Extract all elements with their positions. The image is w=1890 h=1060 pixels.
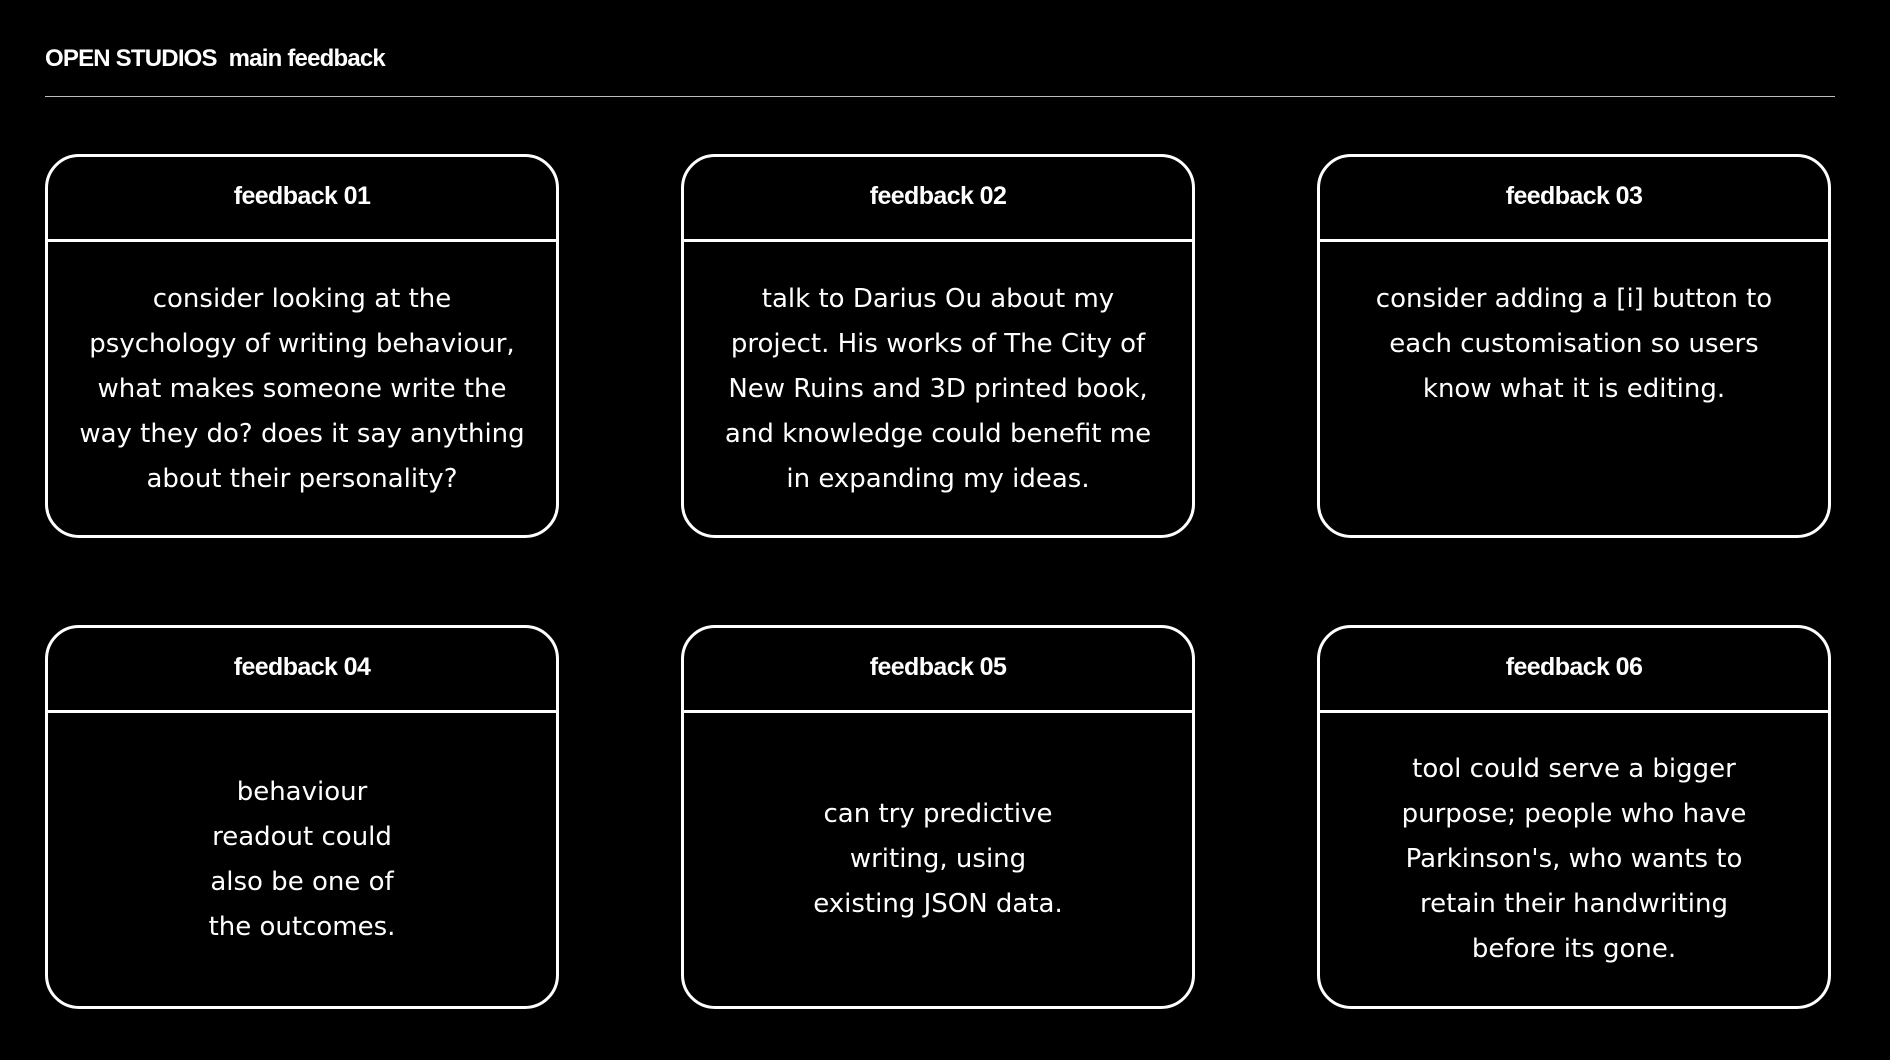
feedback-card-title: feedback 03 xyxy=(1320,157,1828,242)
feedback-text xyxy=(1402,747,1747,972)
feedback-text xyxy=(197,770,407,950)
feedback-line: talk to Darius Ou about my xyxy=(761,284,1115,314)
feedback-card-body xyxy=(48,713,556,1006)
feedback-text xyxy=(803,792,1073,927)
feedback-line: the outcomes. xyxy=(208,911,396,942)
feedback-line: consider looking at the xyxy=(152,284,452,314)
feedback-card-title: feedback 01 xyxy=(48,157,556,242)
feedback-card-03 xyxy=(1317,154,1831,538)
page-title: OPEN STUDIOS xyxy=(45,45,217,72)
feedback-line: psychology of writing behaviour, xyxy=(89,329,515,359)
feedback-text xyxy=(725,277,1151,502)
feedback-line: purpose; people who have xyxy=(1401,799,1747,829)
feedback-card-title: feedback 06 xyxy=(1320,628,1828,713)
feedback-card-body xyxy=(48,242,556,535)
feedback-line: way they do? does it say anything xyxy=(79,419,525,449)
feedback-card-title: feedback 02 xyxy=(684,157,1192,242)
feedback-card-title: feedback 05 xyxy=(684,628,1192,713)
feedback-line: what makes someone write the xyxy=(97,374,507,404)
feedback-line: about their personality? xyxy=(146,464,458,494)
feedback-line: each customisation so users xyxy=(1389,329,1759,359)
feedback-card-body xyxy=(684,242,1192,535)
feedback-line: project. His works of The City of xyxy=(730,329,1146,359)
feedback-card-01 xyxy=(45,154,559,538)
feedback-card-body xyxy=(1320,242,1828,535)
feedback-card-body xyxy=(1320,713,1828,1006)
feedback-line: consider adding a [i] button to xyxy=(1375,284,1773,314)
feedback-line: Parkinson's, who wants to xyxy=(1405,844,1743,874)
feedback-line: and knowledge could benefit me xyxy=(724,419,1152,449)
feedback-card-body xyxy=(684,713,1192,1006)
feedback-line: tool could serve a bigger xyxy=(1412,754,1736,784)
feedback-card-04 xyxy=(45,625,559,1009)
feedback-line: before its gone. xyxy=(1471,934,1677,964)
feedback-text xyxy=(1374,277,1774,412)
feedback-line: existing JSON data. xyxy=(813,889,1063,919)
feedback-card-02 xyxy=(681,154,1195,538)
feedback-text xyxy=(79,277,524,502)
feedback-line: writing, using xyxy=(849,844,1027,874)
page-subtitle: main feedback xyxy=(228,45,385,72)
feedback-line: readout could xyxy=(212,821,392,852)
feedback-line: New Ruins and 3D printed book, xyxy=(728,374,1148,404)
feedback-card-title: feedback 04 xyxy=(48,628,556,713)
feedback-card-05 xyxy=(681,625,1195,1009)
feedback-line: know what it is editing. xyxy=(1422,374,1726,404)
feedback-line: in expanding my ideas. xyxy=(786,464,1090,494)
feedback-line: also be one of xyxy=(210,866,394,897)
page-header xyxy=(45,45,385,73)
feedback-line: behaviour xyxy=(236,776,368,807)
feedback-line: can try predictive xyxy=(823,799,1053,829)
feedback-card-06 xyxy=(1317,625,1831,1009)
header-divider xyxy=(45,96,1835,97)
feedback-line: retain their handwriting xyxy=(1419,889,1728,919)
